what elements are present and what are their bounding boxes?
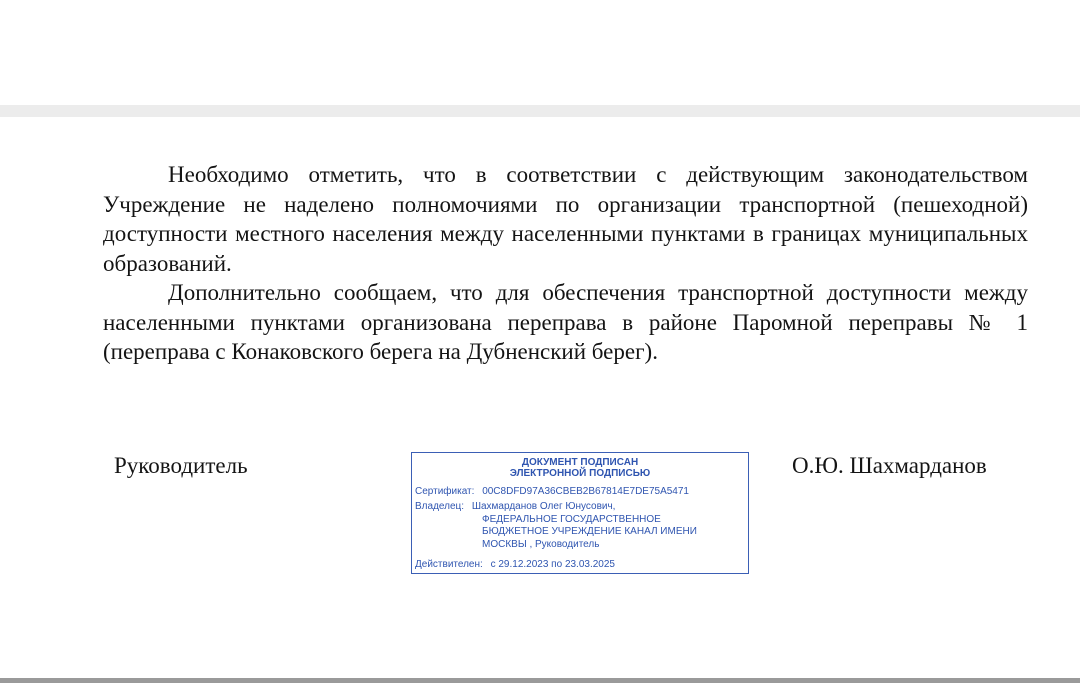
paragraph-2: Дополнительно сообщаем, что для обеспечения транспортной доступности между населенными пунктами организована переправа в районе Паромной переправы № 1 (переправа с Конаковского берега на Дубненский берег).: [103, 280, 1028, 364]
stamp-title-line-2: ЭЛЕКТРОННОЙ ПОДПИСЬЮ: [509, 468, 651, 479]
owner-line-4: МОСКВЫ , Руководитель: [482, 538, 600, 550]
owner-label: Владелец:: [415, 501, 465, 512]
stamp-owner-row: [415, 501, 615, 513]
paragraph-1: Необходимо отметить, что в соответствии с действующим законодательством Учреждение не наделено полномочиями по организации транспортной (пешеходной) доступности местного населения между населенными пунктами в границах муниципальных образований.: [103, 162, 1028, 276]
certificate-value: 00C8DFD97A36CBEB2B67814E7DE75A5471: [482, 486, 689, 497]
signer-role: Руководитель: [114, 453, 248, 478]
document-page[interactable]: [0, 117, 1080, 678]
certificate-label: Сертификат:: [415, 486, 475, 497]
letter-body: [103, 160, 1028, 367]
owner-line-2: ФЕДЕРАЛЬНОЕ ГОСУДАРСТВЕННОЕ: [482, 514, 661, 525]
valid-value: с 29.12.2023 по 23.03.2025: [490, 559, 615, 570]
viewer-bottom-band: [0, 678, 1080, 683]
owner-line-3: БЮДЖЕТНОЕ УЧРЕЖДЕНИЕ КАНАЛ ИМЕНИ: [482, 526, 697, 538]
viewer-top-band: [0, 105, 1080, 117]
owner-name: Шахмарданов Олег Юнусович,: [471, 501, 616, 512]
stamp-certificate-row: [415, 486, 689, 498]
stamp-title: [412, 457, 748, 479]
electronic-signature-stamp: [411, 452, 749, 574]
stamp-validity-row: [415, 559, 615, 571]
owner-organization: [482, 514, 697, 551]
stamp-title-line-1: ДОКУМЕНТ ПОДПИСАН: [521, 457, 639, 468]
signer-name: О.Ю. Шахмарданов: [792, 453, 987, 478]
valid-label: Действителен:: [415, 559, 483, 570]
